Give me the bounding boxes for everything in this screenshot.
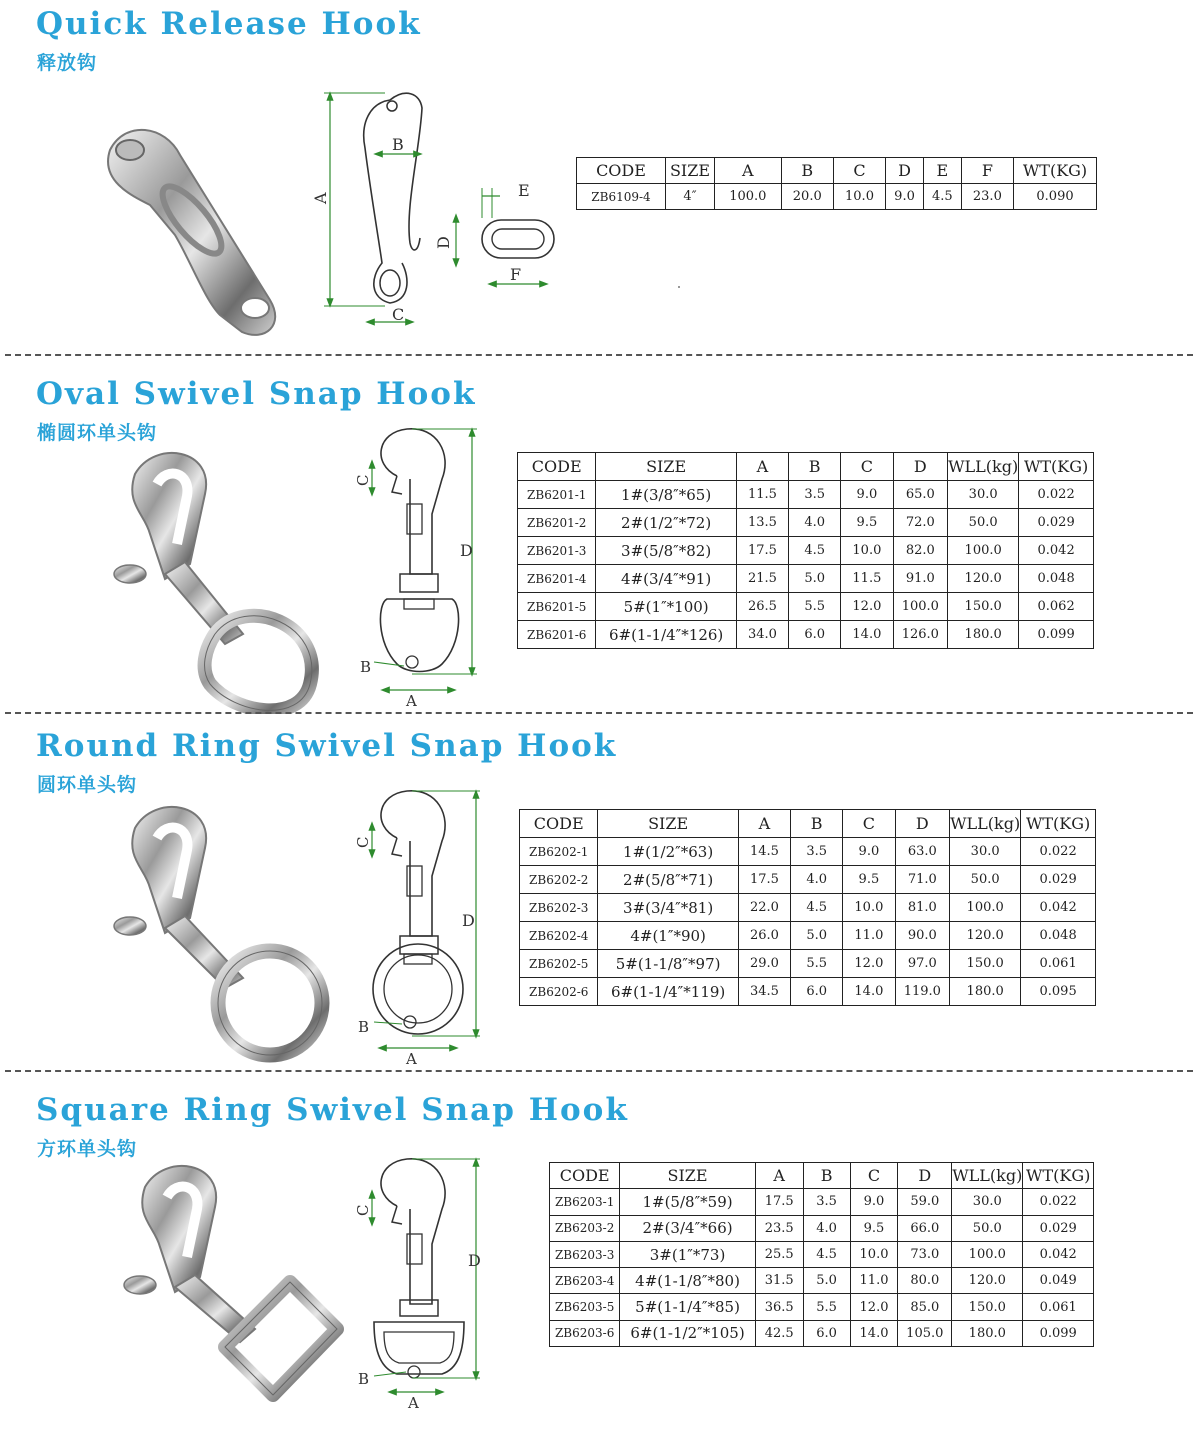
- cell-code: ZB6202-3: [520, 894, 598, 922]
- col-header: D: [886, 158, 924, 184]
- cell-size: 6#(1-1/2″*105): [620, 1320, 756, 1346]
- cell-c: 9.5: [843, 866, 895, 894]
- col-header: WT(KG): [1023, 1163, 1094, 1189]
- cell-wt: 0.061: [1023, 1294, 1094, 1320]
- cell-a: 42.5: [755, 1320, 803, 1346]
- col-header: WLL(kg): [950, 810, 1021, 838]
- cell-a: 17.5: [736, 537, 788, 565]
- dim-label-a: A: [406, 692, 417, 709]
- cell-d: 91.0: [893, 565, 948, 593]
- table-row: [518, 565, 1094, 593]
- dim-label-c: C: [354, 1204, 372, 1216]
- cell-c: 11.5: [841, 565, 893, 593]
- col-header: CODE: [550, 1163, 620, 1189]
- cell-a: 23.5: [755, 1215, 803, 1241]
- cell-size: 4#(1-1/8″*80): [620, 1268, 756, 1294]
- cell-wll: 150.0: [948, 593, 1019, 621]
- cell-size: 1#(1/2″*63): [598, 838, 738, 866]
- cell-wll: 120.0: [952, 1268, 1023, 1294]
- cell-size: 5#(1-1/4″*85): [620, 1294, 756, 1320]
- dim-label-e: E: [518, 181, 530, 200]
- cell-code: ZB6202-6: [520, 978, 598, 1006]
- cell-a: 21.5: [736, 565, 788, 593]
- cell-b: 5.5: [803, 1294, 850, 1320]
- cell-a: 100.0: [715, 184, 782, 210]
- cell-d: 105.0: [898, 1320, 952, 1346]
- cell-c: 14.0: [850, 1320, 898, 1346]
- col-header: CODE: [520, 810, 598, 838]
- cell-code: ZB6202-2: [520, 866, 598, 894]
- cell-a: 31.5: [755, 1268, 803, 1294]
- cell-wll: 120.0: [948, 565, 1019, 593]
- cell-a: 26.5: [736, 593, 788, 621]
- cell-c: 9.0: [850, 1189, 898, 1215]
- col-header: WLL(kg): [952, 1163, 1023, 1189]
- cell-code: ZB6201-2: [518, 509, 596, 537]
- spec-table-oval-swivel-snap-hook: [517, 452, 1094, 649]
- cell-b: 5.5: [789, 593, 841, 621]
- cell-code: ZB6201-4: [518, 565, 596, 593]
- col-header: E: [923, 158, 961, 184]
- cell-a: 34.5: [738, 978, 790, 1006]
- col-header: C: [841, 453, 893, 481]
- col-header: A: [736, 453, 788, 481]
- col-header: WLL(kg): [948, 453, 1019, 481]
- cell-b: 6.0: [803, 1320, 850, 1346]
- cell-wll: 50.0: [948, 509, 1019, 537]
- cell-d: 97.0: [895, 950, 950, 978]
- section-round-ring-swivel-snap-hook: [0, 714, 1196, 1070]
- cell-wll: 100.0: [952, 1241, 1023, 1267]
- cell-b: 4.5: [789, 537, 841, 565]
- cell-d: 73.0: [898, 1241, 952, 1267]
- dim-label-d: D: [460, 541, 473, 560]
- dim-label-b: B: [358, 1370, 370, 1388]
- spec-table-quick-release-hook: [576, 157, 1097, 210]
- cell-c: 9.0: [841, 481, 893, 509]
- cell-code: ZB6202-4: [520, 922, 598, 950]
- table-header-row: [518, 453, 1094, 481]
- col-header: WT(KG): [1021, 810, 1096, 838]
- cell-wt: 0.049: [1023, 1268, 1094, 1294]
- cell-wt: 0.090: [1014, 184, 1097, 210]
- cell-d: 100.0: [893, 593, 948, 621]
- cell-wt: 0.099: [1023, 1320, 1094, 1346]
- cell-wt: 0.062: [1019, 593, 1094, 621]
- cell-b: 5.0: [789, 565, 841, 593]
- cell-b: 6.0: [789, 621, 841, 649]
- stray-dot: [678, 286, 680, 288]
- section-title: Square Ring Swivel Snap Hook: [36, 1092, 629, 1128]
- cell-wt: 0.022: [1021, 838, 1096, 866]
- table-row: [577, 184, 1097, 210]
- table-row: [550, 1268, 1094, 1294]
- cell-d: 63.0: [895, 838, 950, 866]
- cell-wt: 0.048: [1019, 565, 1094, 593]
- cell-wll: 30.0: [948, 481, 1019, 509]
- spec-table-round-ring-swivel-snap-hook: [519, 809, 1096, 1006]
- table-row: [550, 1241, 1094, 1267]
- cell-a: 25.5: [755, 1241, 803, 1267]
- cell-c: 9.0: [843, 838, 895, 866]
- dim-label-c: C: [354, 836, 372, 848]
- dim-label-a: A: [406, 1050, 417, 1068]
- cell-wll: 180.0: [952, 1320, 1023, 1346]
- col-header: B: [789, 453, 841, 481]
- col-header: SIZE: [596, 453, 736, 481]
- cell-b: 4.0: [791, 866, 843, 894]
- cell-a: 17.5: [755, 1189, 803, 1215]
- table-row: [518, 481, 1094, 509]
- cell-d: 80.0: [898, 1268, 952, 1294]
- section-subtitle: 方环单头钩: [37, 1138, 138, 1160]
- col-header: D: [898, 1163, 952, 1189]
- cell-b: 5.5: [791, 950, 843, 978]
- cell-d: 90.0: [895, 922, 950, 950]
- cell-c: 12.0: [841, 593, 893, 621]
- cell-code: ZB6203-3: [550, 1241, 620, 1267]
- square-ring-swivel-snap-hook-photo: [115, 1157, 355, 1417]
- oval-swivel-snap-hook-photo: [95, 444, 335, 714]
- dim-label-c: C: [354, 474, 372, 486]
- cell-a: 26.0: [738, 922, 790, 950]
- col-header: SIZE: [620, 1163, 756, 1189]
- cell-code: ZB6202-1: [520, 838, 598, 866]
- section-quick-release-hook: [0, 0, 1196, 356]
- table-row: [520, 922, 1096, 950]
- cell-f: 23.0: [961, 184, 1013, 210]
- cell-c: 10.0: [843, 894, 895, 922]
- cell-c: 11.0: [843, 922, 895, 950]
- cell-size: 1#(5/8″*59): [620, 1189, 756, 1215]
- cell-code: ZB6203-6: [550, 1320, 620, 1346]
- cell-d: 81.0: [895, 894, 950, 922]
- table-row: [550, 1320, 1094, 1346]
- dim-label-a: A: [311, 192, 330, 204]
- table-row: [550, 1215, 1094, 1241]
- cell-wt: 0.029: [1021, 866, 1096, 894]
- cell-code: ZB6203-2: [550, 1215, 620, 1241]
- cell-a: 17.5: [738, 866, 790, 894]
- cell-wt: 0.042: [1023, 1241, 1094, 1267]
- cell-code: ZB6203-1: [550, 1189, 620, 1215]
- table-row: [520, 838, 1096, 866]
- cell-b: 3.5: [791, 838, 843, 866]
- table-header-row: [520, 810, 1096, 838]
- section-title: Round Ring Swivel Snap Hook: [36, 728, 618, 764]
- cell-wll: 50.0: [952, 1215, 1023, 1241]
- section-square-ring-swivel-snap-hook: [0, 1072, 1196, 1421]
- cell-size: 4″: [666, 184, 715, 210]
- cell-code: ZB6203-5: [550, 1294, 620, 1320]
- cell-b: 3.5: [789, 481, 841, 509]
- table-row: [520, 950, 1096, 978]
- table-row: [518, 593, 1094, 621]
- dim-label-d: D: [434, 236, 453, 249]
- cell-wt: 0.095: [1021, 978, 1096, 1006]
- oval-swivel-snap-hook-diagram: [352, 424, 492, 709]
- cell-b: 4.0: [803, 1215, 850, 1241]
- table-row: [520, 866, 1096, 894]
- cell-c: 10.0: [841, 537, 893, 565]
- cell-size: 2#(3/4″*66): [620, 1215, 756, 1241]
- cell-wt: 0.042: [1021, 894, 1096, 922]
- cell-c: 11.0: [850, 1268, 898, 1294]
- cell-size: 3#(5/8″*82): [596, 537, 736, 565]
- cell-d: 65.0: [893, 481, 948, 509]
- cell-d: 119.0: [895, 978, 950, 1006]
- cell-code: ZB6201-3: [518, 537, 596, 565]
- col-header: D: [895, 810, 950, 838]
- cell-c: 14.0: [843, 978, 895, 1006]
- cell-a: 22.0: [738, 894, 790, 922]
- cell-wt: 0.022: [1023, 1189, 1094, 1215]
- cell-code: ZB6202-5: [520, 950, 598, 978]
- cell-d: 82.0: [893, 537, 948, 565]
- cell-a: 13.5: [736, 509, 788, 537]
- cell-size: 4#(1″*90): [598, 922, 738, 950]
- col-header: A: [738, 810, 790, 838]
- dim-label-a: A: [408, 1394, 419, 1412]
- section-title: Quick Release Hook: [36, 6, 422, 42]
- col-header: WT(KG): [1019, 453, 1094, 481]
- col-header: WT(KG): [1014, 158, 1097, 184]
- cell-b: 6.0: [791, 978, 843, 1006]
- col-header: D: [893, 453, 948, 481]
- round-ring-swivel-snap-hook-diagram: [352, 786, 492, 1071]
- table-row: [550, 1294, 1094, 1320]
- cell-code: ZB6201-6: [518, 621, 596, 649]
- table-row: [520, 894, 1096, 922]
- cell-size: 2#(1/2″*72): [596, 509, 736, 537]
- col-header: B: [781, 158, 833, 184]
- section-subtitle: 椭圆环单头钩: [37, 422, 158, 444]
- table-row: [518, 509, 1094, 537]
- dim-label-d: D: [468, 1251, 481, 1270]
- col-header: A: [715, 158, 782, 184]
- cell-wll: 150.0: [950, 950, 1021, 978]
- cell-d: 126.0: [893, 621, 948, 649]
- quick-release-hook-photo: [70, 110, 300, 340]
- cell-c: 14.0: [841, 621, 893, 649]
- cell-size: 1#(3/8″*65): [596, 481, 736, 509]
- cell-wt: 0.029: [1023, 1215, 1094, 1241]
- cell-code: ZB6109-4: [577, 184, 666, 210]
- cell-size: 5#(1-1/8″*97): [598, 950, 738, 978]
- cell-a: 14.5: [738, 838, 790, 866]
- col-header: C: [850, 1163, 898, 1189]
- dim-label-b: B: [360, 658, 372, 676]
- col-header: SIZE: [598, 810, 738, 838]
- cell-a: 11.5: [736, 481, 788, 509]
- cell-c: 9.5: [850, 1215, 898, 1241]
- col-header: CODE: [518, 453, 596, 481]
- cell-size: 3#(1″*73): [620, 1241, 756, 1267]
- cell-size: 6#(1-1/4″*126): [596, 621, 736, 649]
- dim-label-d: D: [462, 911, 475, 930]
- col-header: C: [843, 810, 895, 838]
- cell-a: 29.0: [738, 950, 790, 978]
- col-header: CODE: [577, 158, 666, 184]
- section-oval-swivel-snap-hook: [0, 356, 1196, 714]
- cell-wll: 50.0: [950, 866, 1021, 894]
- col-header: SIZE: [666, 158, 715, 184]
- cell-d: 9.0: [886, 184, 924, 210]
- dim-label-f: F: [510, 265, 522, 284]
- cell-wt: 0.099: [1019, 621, 1094, 649]
- cell-wll: 180.0: [950, 978, 1021, 1006]
- table-row: [518, 621, 1094, 649]
- cell-b: 5.0: [791, 922, 843, 950]
- cell-c: 12.0: [850, 1294, 898, 1320]
- square-ring-swivel-snap-hook-diagram: [352, 1154, 492, 1439]
- cell-d: 66.0: [898, 1215, 952, 1241]
- cell-code: ZB6201-5: [518, 593, 596, 621]
- table-header-row: [577, 158, 1097, 184]
- cell-d: 85.0: [898, 1294, 952, 1320]
- section-subtitle: 圆环单头钩: [37, 774, 138, 796]
- cell-wt: 0.022: [1019, 481, 1094, 509]
- cell-b: 5.0: [803, 1268, 850, 1294]
- cell-wll: 30.0: [952, 1189, 1023, 1215]
- table-row: [518, 537, 1094, 565]
- cell-wt: 0.061: [1021, 950, 1096, 978]
- cell-c: 10.0: [833, 184, 885, 210]
- cell-b: 4.5: [791, 894, 843, 922]
- col-header: F: [961, 158, 1013, 184]
- cell-wll: 180.0: [948, 621, 1019, 649]
- dim-label-b: B: [392, 135, 404, 154]
- cell-c: 9.5: [841, 509, 893, 537]
- cell-wll: 100.0: [950, 894, 1021, 922]
- col-header: A: [755, 1163, 803, 1189]
- cell-c: 10.0: [850, 1241, 898, 1267]
- dim-label-c: C: [392, 305, 405, 324]
- cell-code: ZB6203-4: [550, 1268, 620, 1294]
- cell-e: 4.5: [923, 184, 961, 210]
- cell-wll: 100.0: [948, 537, 1019, 565]
- cell-d: 59.0: [898, 1189, 952, 1215]
- table-row: [550, 1189, 1094, 1215]
- round-ring-swivel-snap-hook-photo: [95, 798, 335, 1068]
- cell-b: 20.0: [781, 184, 833, 210]
- cell-wll: 120.0: [950, 922, 1021, 950]
- cell-size: 4#(3/4″*91): [596, 565, 736, 593]
- cell-size: 5#(1″*100): [596, 593, 736, 621]
- spec-table-square-ring-swivel-snap-hook: [549, 1162, 1094, 1347]
- cell-b: 3.5: [803, 1189, 850, 1215]
- cell-wt: 0.048: [1021, 922, 1096, 950]
- cell-wt: 0.029: [1019, 509, 1094, 537]
- cell-wll: 150.0: [952, 1294, 1023, 1320]
- cell-c: 12.0: [843, 950, 895, 978]
- section-title: Oval Swivel Snap Hook: [36, 376, 477, 412]
- cell-wll: 30.0: [950, 838, 1021, 866]
- cell-code: ZB6201-1: [518, 481, 596, 509]
- table-header-row: [550, 1163, 1094, 1189]
- section-subtitle: 释放钩: [37, 52, 98, 74]
- col-header: B: [791, 810, 843, 838]
- cell-size: 2#(5/8″*71): [598, 866, 738, 894]
- cell-wt: 0.042: [1019, 537, 1094, 565]
- table-row: [520, 978, 1096, 1006]
- dim-label-b: B: [358, 1018, 370, 1036]
- cell-a: 36.5: [755, 1294, 803, 1320]
- cell-b: 4.5: [803, 1241, 850, 1267]
- col-header: C: [833, 158, 885, 184]
- col-header: B: [803, 1163, 850, 1189]
- cell-a: 34.0: [736, 621, 788, 649]
- cell-b: 4.0: [789, 509, 841, 537]
- cell-size: 3#(3/4″*81): [598, 894, 738, 922]
- cell-d: 71.0: [895, 866, 950, 894]
- cell-d: 72.0: [893, 509, 948, 537]
- cell-size: 6#(1-1/4″*119): [598, 978, 738, 1006]
- quick-release-hook-diagram: [310, 88, 570, 338]
